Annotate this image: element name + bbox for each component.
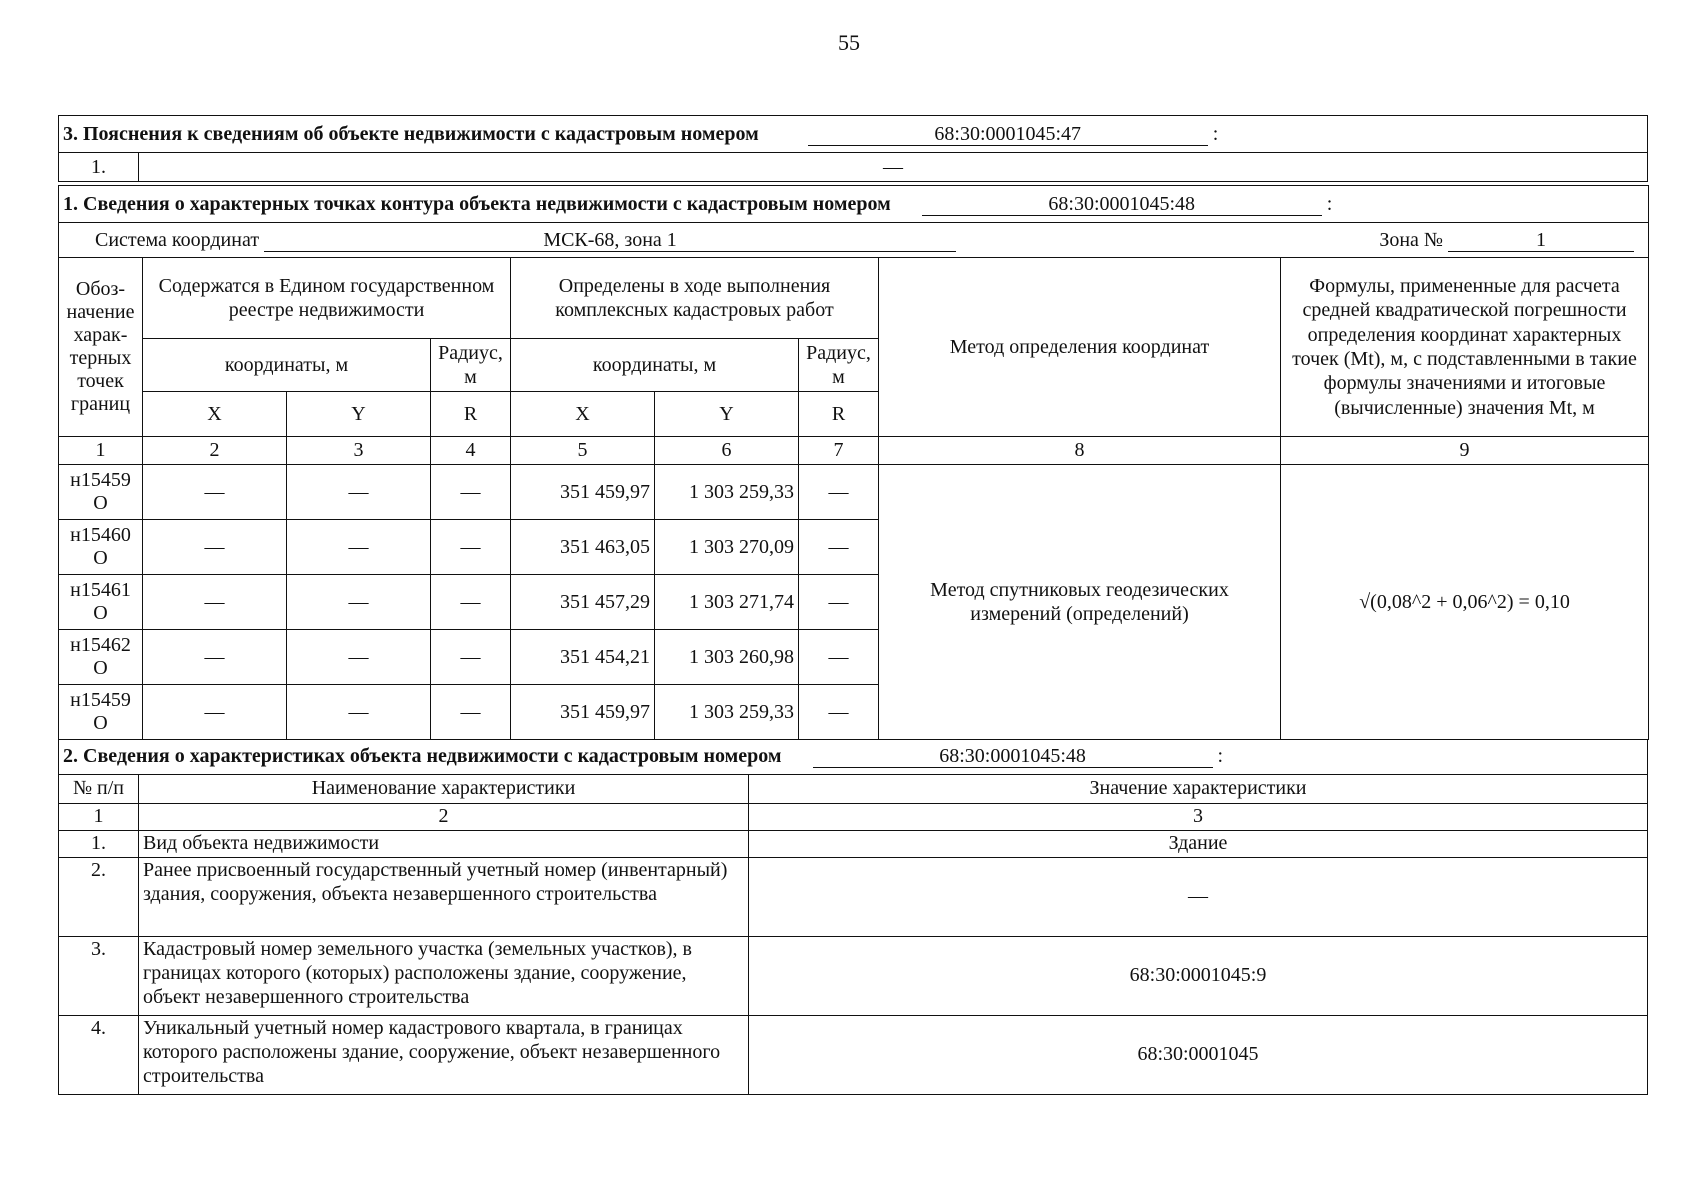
point-x-egrn: — — [143, 465, 287, 520]
point-x: 351 454,21 — [511, 630, 655, 685]
point-x-egrn: — — [143, 630, 287, 685]
header-kkr-radius: Радиус, м — [799, 339, 879, 392]
section3-row-text: — — [139, 153, 1648, 182]
header-kkr-r: R — [799, 392, 879, 437]
header-egrn-radius: Радиус, м — [431, 339, 511, 392]
header-point-designation: Обоз- начение харак- терных точек границ — [59, 258, 143, 437]
coord-system-value: МСК-68, зона 1 — [264, 229, 956, 252]
section3-title: 3. Пояснения к сведениям об объекте недвижимости с кадастровым номером — [63, 122, 759, 145]
point-r-egrn: — — [431, 520, 511, 575]
point-y-egrn: — — [287, 575, 431, 630]
header-kkr-x: X — [511, 392, 655, 437]
point-r-egrn: — — [431, 575, 511, 630]
point-name: н15462 О — [59, 630, 143, 685]
header-egrn-r: R — [431, 392, 511, 437]
char-value: — — [749, 857, 1648, 936]
point-r: — — [799, 575, 879, 630]
point-x: 351 459,97 — [511, 465, 655, 520]
point-y-egrn: — — [287, 630, 431, 685]
col-number-row — [59, 803, 1648, 830]
char-num: 3. — [59, 936, 139, 1015]
header-method: Метод определения координат — [879, 258, 1281, 437]
section2-table — [58, 739, 1648, 1095]
point-y: 1 303 259,33 — [655, 465, 799, 520]
point-x: 351 463,05 — [511, 520, 655, 575]
section1-colon: : — [1326, 192, 1333, 215]
header-egrn-y: Y — [287, 392, 431, 437]
formula-value: √(0,08^2 + 0,06^2) = 0,10 — [1281, 465, 1649, 740]
header-char-name: Наименование характеристики — [139, 774, 749, 803]
document-body — [58, 115, 1648, 1095]
section3-row-num: 1. — [59, 153, 139, 182]
point-r: — — [799, 465, 879, 520]
point-x: 351 457,29 — [511, 575, 655, 630]
section1-cadastral-number: 68:30:0001045:48 — [922, 193, 1322, 216]
point-y-egrn: — — [287, 520, 431, 575]
header-egrn: Содержатся в Едином государственном реестре недвижимости — [143, 258, 511, 339]
char-name: Ранее присвоенный государственный учетный номер (инвентарный) здания, сооружения, объекта незавершенного строительства — [139, 857, 749, 936]
header-kkr-y: Y — [655, 392, 799, 437]
point-r-egrn: — — [431, 630, 511, 685]
col-number: 2 — [139, 803, 749, 830]
section3-cadastral-number: 68:30:0001045:47 — [808, 123, 1208, 146]
section2-colon: : — [1217, 745, 1224, 768]
char-name: Кадастровый номер земельного участка (земельных участков), в границах которого (которых) расположены здание, сооружение, объект незавершенного строительства — [139, 936, 749, 1015]
header-num: № п/п — [59, 774, 139, 803]
point-x-egrn: — — [143, 520, 287, 575]
section2-header — [59, 739, 1648, 774]
col-number: 7 — [799, 437, 879, 465]
characteristic-row — [59, 830, 1648, 857]
char-value: 68:30:0001045:9 — [749, 936, 1648, 1015]
char-num: 2. — [59, 857, 139, 936]
zone-value: 1 — [1448, 229, 1634, 252]
header-egrn-coords: координаты, м — [143, 339, 431, 392]
header-char-value: Значение характеристики — [749, 774, 1648, 803]
section3-table — [58, 115, 1648, 182]
col-number: 1 — [59, 437, 143, 465]
point-name: н15459 О — [59, 685, 143, 740]
char-num: 4. — [59, 1015, 139, 1094]
point-y: 1 303 259,33 — [655, 685, 799, 740]
col-number: 9 — [1281, 437, 1649, 465]
point-name: н15461 О — [59, 575, 143, 630]
point-r: — — [799, 520, 879, 575]
point-y: 1 303 271,74 — [655, 575, 799, 630]
char-value: 68:30:0001045 — [749, 1015, 1648, 1094]
characteristic-row — [59, 1015, 1648, 1094]
section2-cadastral-number: 68:30:0001045:48 — [813, 745, 1213, 768]
page-number: 55 — [838, 30, 860, 55]
method-value: Метод спутниковых геодезических измерений (определений) — [879, 465, 1281, 740]
point-x: 351 459,97 — [511, 685, 655, 740]
point-name: н15459 О — [59, 465, 143, 520]
point-r-egrn: — — [431, 465, 511, 520]
point-y: 1 303 260,98 — [655, 630, 799, 685]
col-number-row — [59, 437, 1649, 465]
char-name: Вид объекта недвижимости — [139, 830, 749, 857]
point-y-egrn: — — [287, 465, 431, 520]
point-x-egrn: — — [143, 575, 287, 630]
char-name: Уникальный учетный номер кадастрового квартала, в границах которого расположены здание, сооружение, объект незавершенного строительства — [139, 1015, 749, 1094]
col-number: 1 — [59, 803, 139, 830]
col-number: 3 — [287, 437, 431, 465]
characteristic-row — [59, 857, 1648, 936]
point-x-egrn: — — [143, 685, 287, 740]
col-number: 5 — [511, 437, 655, 465]
char-value: Здание — [749, 830, 1648, 857]
col-number: 8 — [879, 437, 1281, 465]
coord-system-label: Система координат — [95, 228, 260, 251]
header-kkr-coords: координаты, м — [511, 339, 799, 392]
point-y: 1 303 270,09 — [655, 520, 799, 575]
col-number: 4 — [431, 437, 511, 465]
point-r: — — [799, 685, 879, 740]
col-number: 2 — [143, 437, 287, 465]
char-num: 1. — [59, 830, 139, 857]
section2-title: 2. Сведения о характеристиках объекта недвижимости с кадастровым номером — [63, 745, 782, 768]
coord-system-row — [59, 223, 1649, 258]
point-r: — — [799, 630, 879, 685]
section1-title: 1. Сведения о характерных точках контура объекта недвижимости с кадастровым номером — [63, 192, 891, 215]
point-row — [59, 465, 1649, 520]
header-kkr: Определены в ходе выполнения комплексных кадастровых работ — [511, 258, 879, 339]
header-formula: Формулы, примененные для расчета средней квадратической погрешности определения координат характерных точек (Mt), м, с подставленными в такие формулы значениями и итоговые (вычисленные) значения Mt, м — [1281, 258, 1649, 437]
section3-header — [59, 116, 1648, 153]
header-egrn-x: X — [143, 392, 287, 437]
col-number: 6 — [655, 437, 799, 465]
point-y-egrn: — — [287, 685, 431, 740]
point-r-egrn: — — [431, 685, 511, 740]
zone-block — [1379, 228, 1634, 252]
zone-label: Зона № — [1379, 228, 1444, 251]
section1-header — [59, 186, 1649, 223]
characteristic-row — [59, 936, 1648, 1015]
section1-table — [58, 185, 1649, 740]
section3-colon: : — [1212, 122, 1219, 145]
point-name: н15460 О — [59, 520, 143, 575]
col-number: 3 — [749, 803, 1648, 830]
